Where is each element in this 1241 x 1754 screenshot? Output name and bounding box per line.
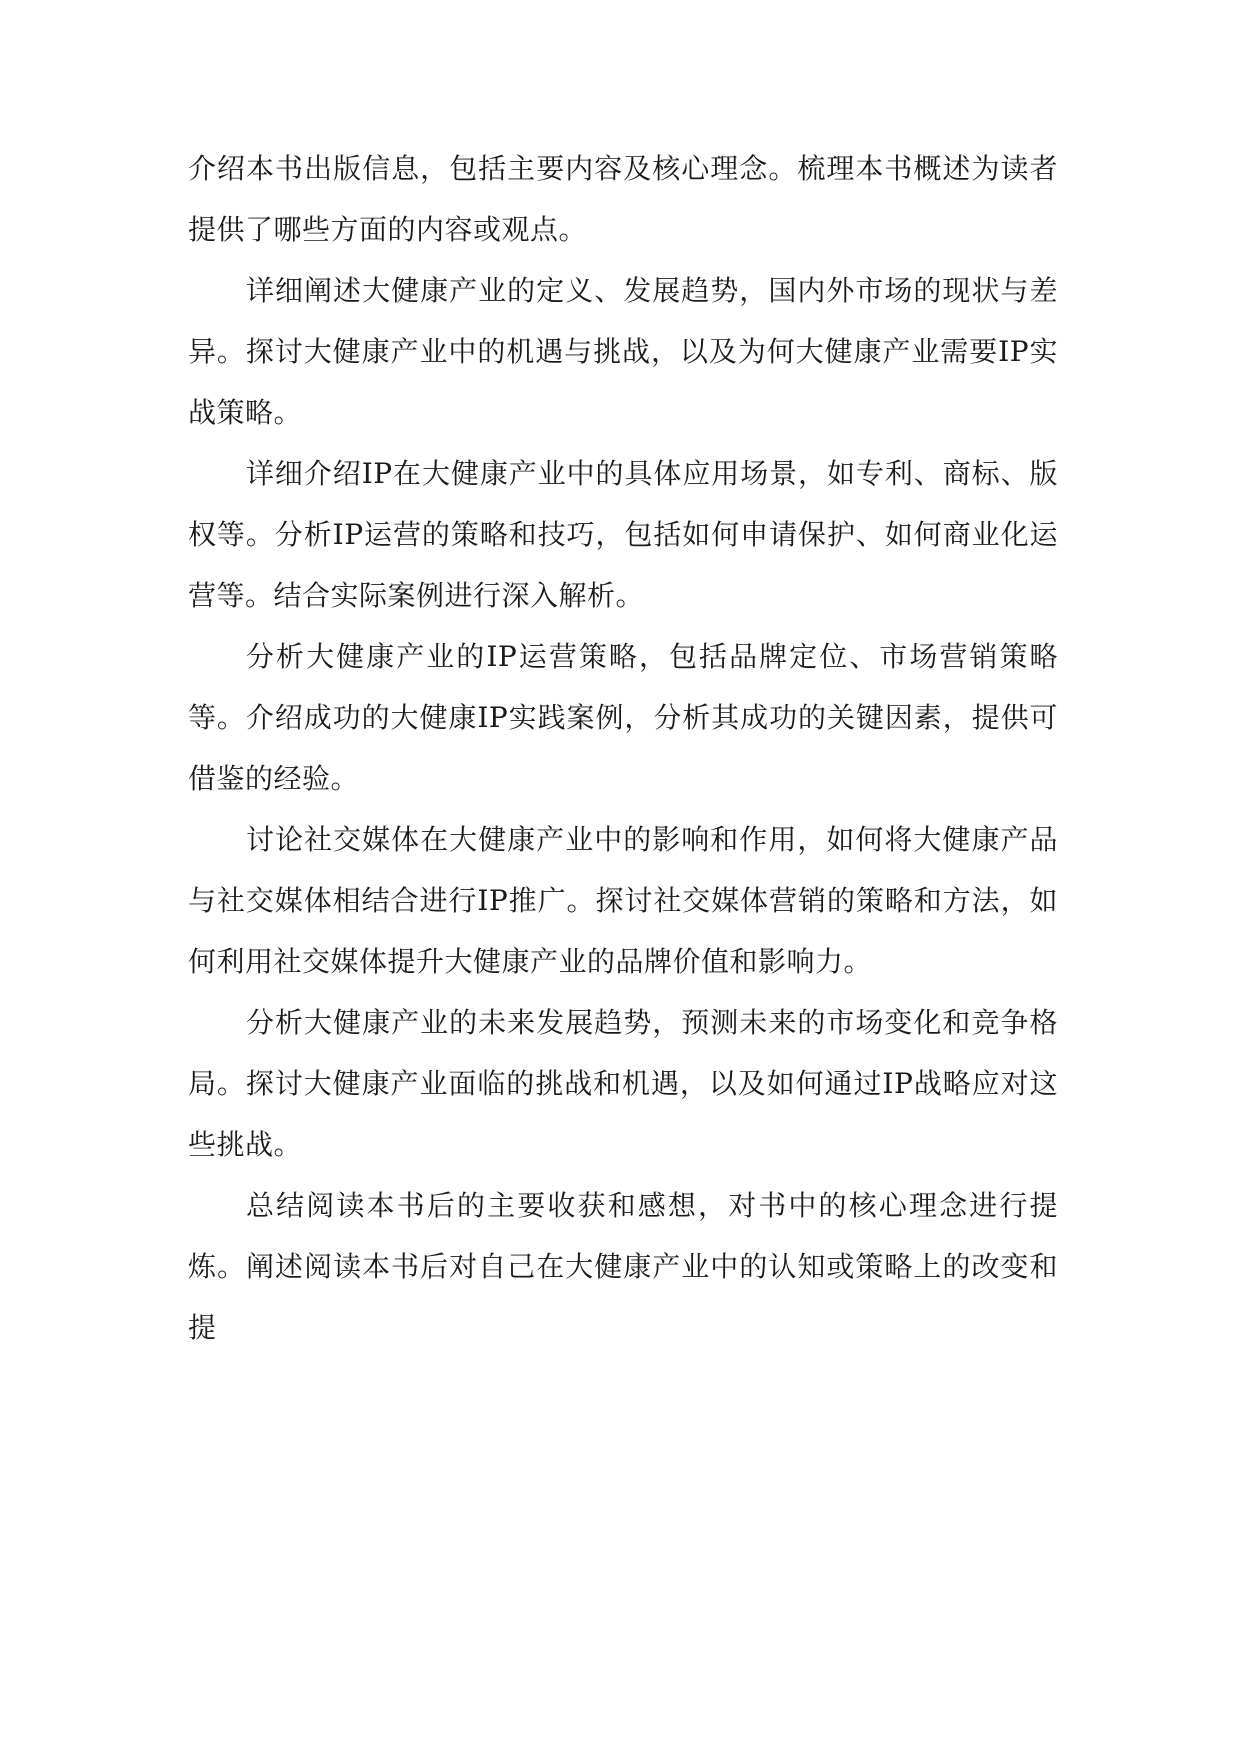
- paragraph-future-trends: 分析大健康产业的未来发展趋势，预测未来的市场变化和竞争格局。探讨大健康产业面临的挑战和机遇，以及如何通过IP战略应对这些挑战。: [188, 1006, 1058, 1161]
- paragraph-ip-applications: 详细介绍IP在大健康产业中的具体应用场景，如专利、商标、版权等。分析IP运营的策略和技巧，包括如何申请保护、如何商业化运营等。结合实际案例进行深入解析。: [188, 457, 1058, 612]
- paragraph-publication-info: 介绍本书出版信息，包括主要内容及核心理念。梳理本书概述为读者提供了哪些方面的内容或观点。: [188, 152, 1058, 246]
- paragraph-ip-strategy: 分析大健康产业的IP运营策略，包括品牌定位、市场营销策略等。介绍成功的大健康IP实践案例，分析其成功的关键因素，提供可借鉴的经验。: [188, 640, 1058, 795]
- paragraph-social-media: 讨论社交媒体在大健康产业中的影响和作用，如何将大健康产品与社交媒体相结合进行IP推广。探讨社交媒体营销的策略和方法，如何利用社交媒体提升大健康产业的品牌价值和影响力。: [188, 823, 1058, 978]
- paragraph-industry-overview: 详细阐述大健康产业的定义、发展趋势，国内外市场的现状与差异。探讨大健康产业中的机遇与挑战，以及为何大健康产业需要IP实战策略。: [188, 274, 1058, 429]
- document-body: [188, 138, 1058, 1358]
- paragraph-summary: 总结阅读本书后的主要收获和感想，对书中的核心理念进行提炼。阐述阅读本书后对自己在大健康产业中的认知或策略上的改变和提: [188, 1189, 1058, 1344]
